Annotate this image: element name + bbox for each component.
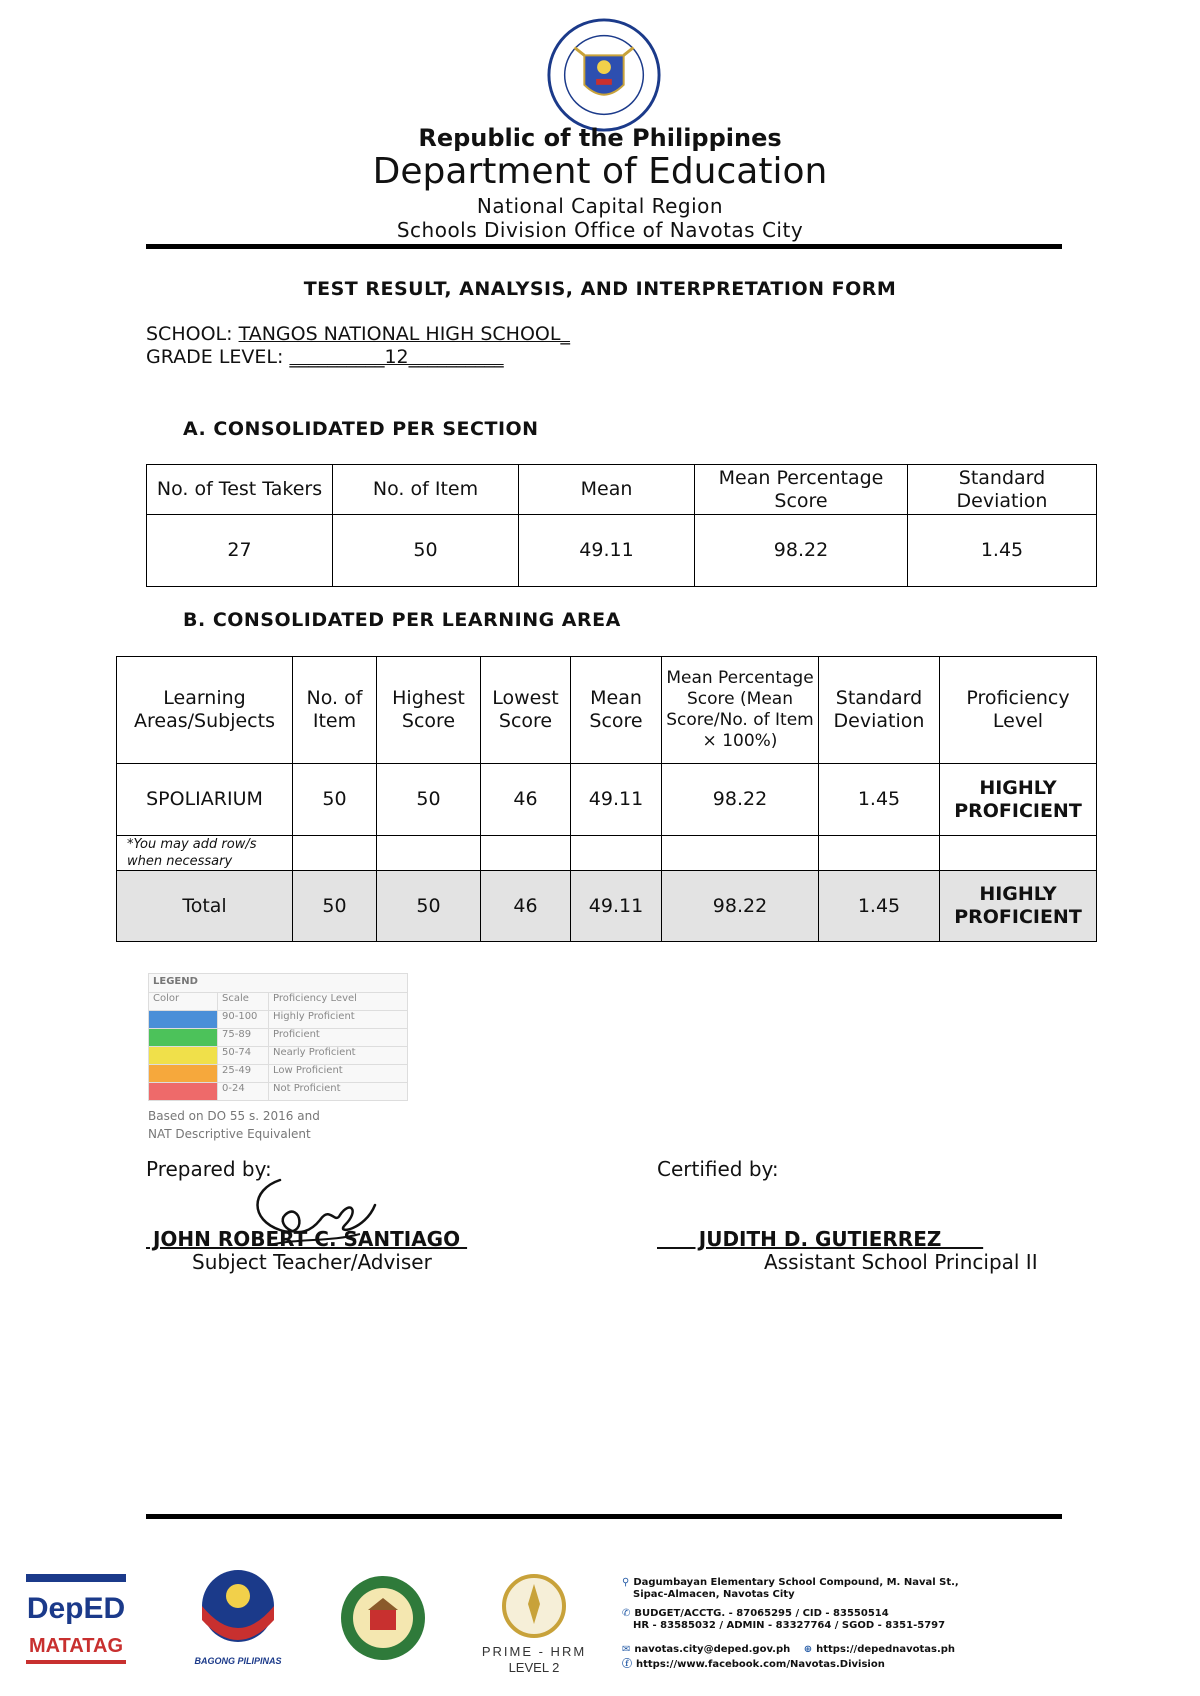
address-text-2: Sipac-Almacen, Navotas City	[633, 1589, 795, 1600]
address-text-1: Dagumbayan Elementary School Compound, M. Naval St.,	[633, 1577, 959, 1588]
legend-note	[148, 1107, 406, 1143]
mps-value: 98.22	[695, 515, 908, 587]
legend-row	[149, 1010, 407, 1028]
legend-table	[148, 973, 408, 1101]
legend-level: Proficient	[273, 1029, 320, 1040]
add-row-note: *You may add row/s when necessary	[117, 836, 293, 871]
address-block	[622, 1577, 959, 1601]
legend-scale: 75-89	[218, 1029, 269, 1046]
legend-row	[149, 1028, 407, 1046]
email-text[interactable]: navotas.city@deped.gov.ph	[634, 1644, 791, 1655]
col-header-sd: Standard Deviation	[819, 657, 940, 764]
col-header-highest: Highest Score	[377, 657, 481, 764]
legend-swatch	[149, 1083, 218, 1100]
col-header-mps: Mean Percentage Score	[695, 465, 908, 515]
division-heading: Schools Division Office of Navotas City	[396, 218, 804, 242]
mean-score-cell: 49.11	[571, 764, 662, 836]
grade-label: GRADE LEVEL:	[146, 346, 290, 368]
empty-cell	[819, 836, 940, 871]
prepared-by-role: Subject Teacher/Adviser	[192, 1250, 432, 1274]
globe-icon: ⊕	[803, 1644, 813, 1655]
legend-level: Highly Proficient	[273, 1011, 355, 1022]
matatag-text: MATATAG	[28, 1635, 124, 1657]
facebook-text[interactable]: https://www.facebook.com/Navotas.Division	[636, 1659, 885, 1670]
sd-value: 1.45	[908, 515, 1097, 587]
col-header-learning-area: Learning Areas/Subjects	[117, 657, 293, 764]
footer-divider	[146, 1514, 1062, 1519]
school-value: TANGOS NATIONAL HIGH SCHOOL_	[238, 323, 570, 345]
facebook-line	[622, 1659, 885, 1671]
empty-cell	[940, 836, 1097, 871]
bagong-pilipinas-logo	[186, 1560, 290, 1670]
col-header-lowest: Lowest Score	[481, 657, 571, 764]
mean-value: 49.11	[519, 515, 695, 587]
certified-by-name: JUDITH D. GUTIERREZ	[657, 1227, 984, 1251]
col-header-proficiency: Proficiency Level	[940, 657, 1097, 764]
prime-level-text: LEVEL 2	[508, 1660, 560, 1675]
total-label: Total	[117, 871, 293, 942]
empty-cell	[481, 836, 571, 871]
empty-cell	[377, 836, 481, 871]
lowest-cell: 46	[481, 764, 571, 836]
legend-level: Low Proficient	[273, 1065, 343, 1076]
total-items: 50	[293, 871, 377, 942]
school-field	[146, 323, 570, 345]
phone-text-2: HR - 83585032 / ADMIN - 83327764 / SGOD - 8351-5797	[633, 1620, 946, 1631]
total-sd: 1.45	[819, 871, 940, 942]
section-table	[146, 464, 1097, 587]
address-line	[622, 1577, 959, 1589]
legend-swatch	[149, 1029, 218, 1046]
col-header-mps: Mean Percentage Score (Mean Score/No. of Item × 100%)	[662, 657, 819, 764]
legend-swatch	[149, 1047, 218, 1064]
form-title: TEST RESULT, ANALYSIS, AND INTERPRETATION FORM	[303, 278, 897, 300]
mps-cell: 98.22	[662, 764, 819, 836]
email-icon: ✉	[622, 1644, 631, 1655]
section-b-heading: B. CONSOLIDATED PER LEARNING AREA	[183, 609, 621, 631]
total-highest: 50	[377, 871, 481, 942]
school-label: SCHOOL:	[146, 323, 239, 345]
legend-row	[149, 1046, 407, 1064]
legend-scale: 25-49	[218, 1065, 269, 1082]
empty-cell	[662, 836, 819, 871]
legend-scale: 50-74	[218, 1047, 269, 1064]
col-header-test-takers: No. of Test Takers	[147, 465, 333, 515]
phone-block	[622, 1608, 945, 1632]
certified-by-role: Assistant School Principal II	[764, 1250, 1038, 1274]
legend-title: LEGEND	[153, 976, 198, 987]
schools-division-seal	[338, 1570, 428, 1666]
phone-line	[622, 1608, 945, 1620]
legend-row	[149, 1082, 407, 1100]
legend-row	[149, 1064, 407, 1082]
certified-by-label: Certified by:	[657, 1157, 779, 1181]
table-row	[117, 764, 1097, 836]
grade-value: __________12__________	[289, 346, 504, 368]
legend-header-level: Proficiency Level	[273, 993, 357, 1004]
section-a-heading: A. CONSOLIDATED PER SECTION	[183, 418, 539, 440]
republic-heading: Republic of the Philippines	[418, 124, 782, 152]
legend-scale: 0-24	[218, 1083, 269, 1100]
col-header-items: No. of Item	[293, 657, 377, 764]
legend-header-scale: Scale	[218, 993, 269, 1010]
facebook-icon: ⓕ	[622, 1659, 632, 1670]
col-header-sd: Standard Deviation	[908, 465, 1097, 515]
note-row	[117, 836, 1097, 871]
sd-cell: 1.45	[819, 764, 940, 836]
items-value: 50	[333, 515, 519, 587]
legend-level: Not Proficient	[273, 1083, 341, 1094]
location-pin-icon: ⚲	[622, 1577, 630, 1588]
empty-cell	[293, 836, 377, 871]
highest-cell: 50	[377, 764, 481, 836]
legend-scale: 90-100	[218, 1011, 269, 1028]
prime-hrm-text: PRIME - HRM	[481, 1644, 587, 1659]
total-mps: 98.22	[662, 871, 819, 942]
legend-swatch	[149, 1011, 218, 1028]
test-takers-value: 27	[147, 515, 333, 587]
col-header-items: No. of Item	[333, 465, 519, 515]
legend-note-line: Based on DO 55 s. 2016 and	[148, 1109, 320, 1123]
deped-text: DepED	[26, 1592, 126, 1625]
department-heading: Department of Education	[372, 151, 828, 192]
learning-area-cell: SPOLIARIUM	[117, 764, 293, 836]
col-header-mean: Mean	[519, 465, 695, 515]
phone-icon: ✆	[622, 1608, 631, 1619]
legend-note-line: NAT Descriptive Equivalent	[148, 1127, 311, 1141]
total-lowest: 46	[481, 871, 571, 942]
legend-header-row	[149, 992, 407, 1010]
header-divider	[146, 244, 1062, 249]
total-proficiency: HIGHLY PROFICIENT	[940, 871, 1097, 942]
deped-seal-logo	[545, 16, 663, 134]
prepared-by-name: JOHN ROBERT C. SANTIAGO	[146, 1227, 468, 1251]
prime-hrm-logo	[476, 1568, 592, 1676]
learning-area-table	[116, 656, 1097, 942]
items-cell: 50	[293, 764, 377, 836]
proficiency-cell: HIGHLY PROFICIENT	[940, 764, 1097, 836]
col-header-mean-score: Mean Score	[571, 657, 662, 764]
grade-level-field	[146, 346, 504, 368]
total-mean-score: 49.11	[571, 871, 662, 942]
legend-swatch	[149, 1065, 218, 1082]
bagong-text: BAGONG PILIPINAS	[194, 1656, 282, 1666]
legend-level: Nearly Proficient	[273, 1047, 356, 1058]
website-text[interactable]: https://depednavotas.ph	[816, 1644, 956, 1655]
empty-cell	[571, 836, 662, 871]
email-web-line	[622, 1644, 955, 1656]
prepared-by-label: Prepared by:	[146, 1157, 272, 1181]
deped-matatag-logo	[26, 1570, 126, 1670]
region-heading: National Capital Region	[476, 194, 724, 218]
phone-text-1: BUDGET/ACCTG. - 87065295 / CID - 83550514	[634, 1608, 889, 1619]
legend-header-color: Color	[149, 993, 218, 1010]
proficiency-legend	[148, 973, 406, 1143]
total-row	[117, 871, 1097, 942]
